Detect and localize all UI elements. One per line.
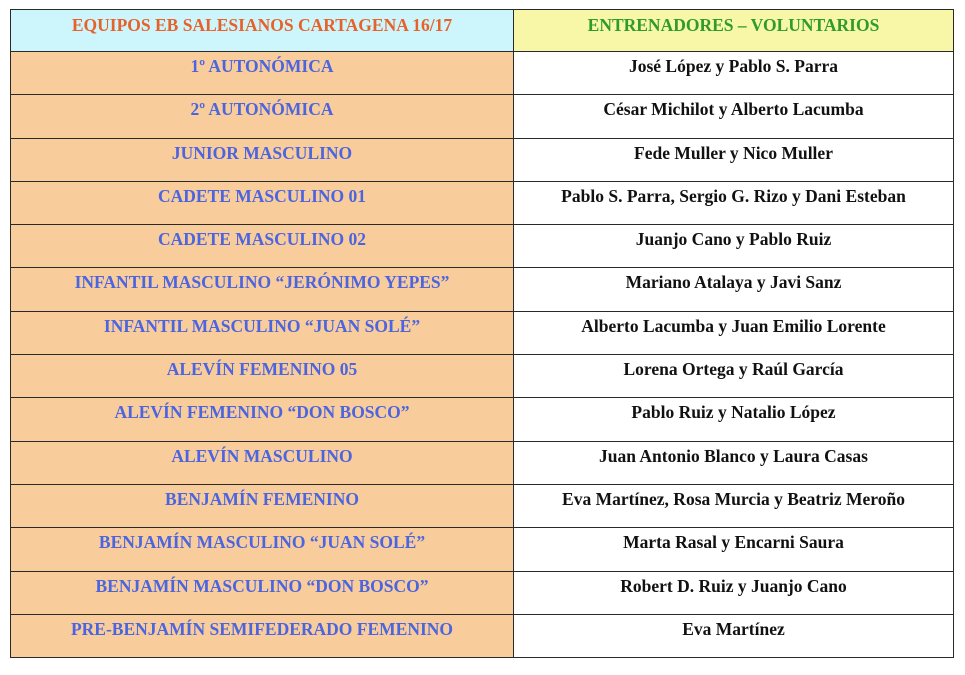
table-row [11, 181, 954, 224]
team-cell: ALEVÍN FEMENINO “DON BOSCO” [11, 398, 514, 441]
team-cell: INFANTIL MASCULINO “JUAN SOLÉ” [11, 311, 514, 354]
table-row [11, 138, 954, 181]
coaches-cell: Pablo Ruiz y Natalio López [514, 398, 954, 441]
table-row [11, 528, 954, 571]
table-row [11, 441, 954, 484]
coaches-cell: Juanjo Cano y Pablo Ruiz [514, 225, 954, 268]
team-cell: CADETE MASCULINO 01 [11, 181, 514, 224]
team-cell: 1º AUTONÓMICA [11, 52, 514, 95]
team-cell: PRE-BENJAMÍN SEMIFEDERADO FEMENINO [11, 614, 514, 657]
team-cell: ALEVÍN MASCULINO [11, 441, 514, 484]
coaches-cell: César Michilot y Alberto Lacumba [514, 95, 954, 138]
header-row [11, 10, 954, 52]
team-cell: JUNIOR MASCULINO [11, 138, 514, 181]
header-teams: EQUIPOS EB SALESIANOS CARTAGENA 16/17 [11, 10, 514, 52]
team-cell: ALEVÍN FEMENINO 05 [11, 355, 514, 398]
team-cell: BENJAMÍN MASCULINO “DON BOSCO” [11, 571, 514, 614]
table-row [11, 355, 954, 398]
table-body [11, 10, 954, 658]
table-row [11, 484, 954, 527]
table-row [11, 52, 954, 95]
table-row [11, 398, 954, 441]
table-row [11, 225, 954, 268]
table-row [11, 311, 954, 354]
table-row [11, 614, 954, 657]
coaches-cell: Marta Rasal y Encarni Saura [514, 528, 954, 571]
table-row [11, 571, 954, 614]
team-cell: CADETE MASCULINO 02 [11, 225, 514, 268]
teams-coaches-table [10, 9, 954, 658]
team-cell: 2º AUTONÓMICA [11, 95, 514, 138]
table-row [11, 268, 954, 311]
header-coaches: ENTRENADORES – VOLUNTARIOS [514, 10, 954, 52]
team-cell: BENJAMÍN MASCULINO “JUAN SOLÉ” [11, 528, 514, 571]
coaches-cell: Pablo S. Parra, Sergio G. Rizo y Dani Esteban [514, 181, 954, 224]
coaches-cell: Mariano Atalaya y Javi Sanz [514, 268, 954, 311]
coaches-cell: Juan Antonio Blanco y Laura Casas [514, 441, 954, 484]
coaches-cell: Lorena Ortega y Raúl García [514, 355, 954, 398]
team-cell: BENJAMÍN FEMENINO [11, 484, 514, 527]
coaches-cell: José López y Pablo S. Parra [514, 52, 954, 95]
coaches-cell: Eva Martínez, Rosa Murcia y Beatriz Meroño [514, 484, 954, 527]
table-row [11, 95, 954, 138]
team-cell: INFANTIL MASCULINO “JERÓNIMO YEPES” [11, 268, 514, 311]
coaches-cell: Alberto Lacumba y Juan Emilio Lorente [514, 311, 954, 354]
coaches-cell: Eva Martínez [514, 614, 954, 657]
coaches-cell: Fede Muller y Nico Muller [514, 138, 954, 181]
coaches-cell: Robert D. Ruiz y Juanjo Cano [514, 571, 954, 614]
